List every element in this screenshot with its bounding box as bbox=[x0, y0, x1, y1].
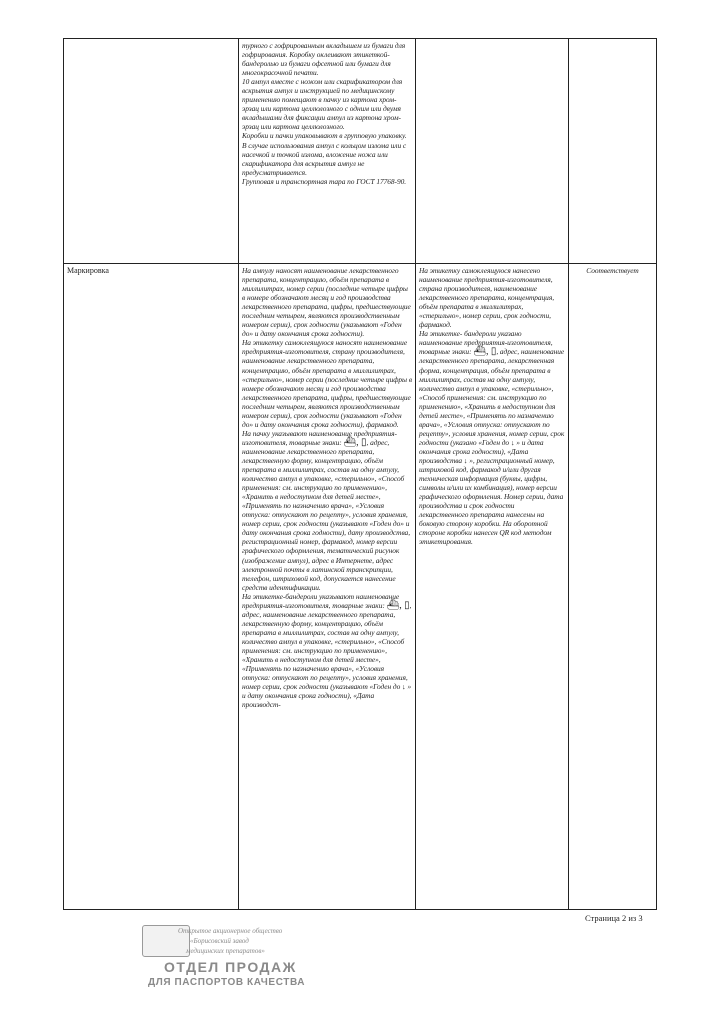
requirement-paragraph: На ампулу наносят наименование лекарственного препарата, концентрацию, объём препарата в миллилитрах, номер серии (последние четыре цифры в номере обозначают месяц и год производства лекарственного препарата, цифры, предшествующие последним четырем, являются производственным номером серии), срок годности (указывают «Годен до» и дату окончания срока годности). bbox=[242, 266, 411, 339]
actual-paragraph: На этикетку самоклеящуюся нанесено наименование предприятия-изготовителя, страна производителя, наименование лекарственного препарата, концентрация, объём препарата в миллилитрах, «стерильно», номер серии, срок годности, фармакод. bbox=[419, 266, 554, 330]
company-stamp bbox=[142, 925, 335, 993]
requirement-paragraph bbox=[242, 429, 412, 592]
table-row bbox=[64, 39, 657, 264]
cell-requirement-marking bbox=[239, 264, 416, 910]
cell-requirement bbox=[239, 39, 416, 264]
requirement-text: , адрес, наименование лекарственного препарата, лекарственную форму, концентрацию, объём препарата в миллилитрах, состав на одну ампулу, количество ампул в упаковке, «стерильно», «Способ применения: см. инструкцию по применению», «Хранить в недоступном для детей месте», «Применять по назначению врача», «Условия отпуска: отпускают по рецепту», условия хранения, номер серии, срок годности (указывают «Годен до» и дату окончания срока годности), дату производства, регистрационный номер, фармакод, номер версии графического оформления, тематический рисунок (изображение ампул), адрес в Интернете, адрес электронной почты в латинской транскрипции, телефон, штриховой код, допускается нанесение средств идентификации. bbox=[242, 437, 410, 592]
stamp-line: «Борисовский завод bbox=[190, 937, 249, 945]
requirement-paragraph: турного с гофрированным вкладышем из бумаги для гофрирования. Коробку оклеивают этикеткой-бандеролью из бумаги офсетной или бумаги для многокрасочной печати. bbox=[242, 41, 406, 78]
requirement-paragraph: В случае использования ампул с кольцом излома или с насечкой и точкой излома, вложение ножа или скарификатора для вскрытия ампул не предусматривается. bbox=[242, 140, 407, 177]
stamp-subtitle: ДЛЯ ПАСПОРТОВ КАЧЕСТВА bbox=[148, 977, 306, 988]
cell-conformity bbox=[569, 39, 657, 264]
requirement-paragraph: 10 ампул вместе с ножом или скарификатором для вскрытия ампул и инструкцией по медицинскому применению помещают в пачку из картона хром-эрзац или картона целлюлозного с одним или двумя вкладышами для фиксации ампул из картона хром-эрзац или картона целлюлозного. bbox=[242, 77, 403, 132]
requirement-paragraph bbox=[242, 592, 412, 710]
table-row bbox=[64, 264, 657, 910]
requirement-paragraph: Групповая и транспортная тара по ГОСТ 17768-90. bbox=[242, 176, 407, 186]
requirement-paragraph: Коробки и пачки упаковывают в групповую упаковку. bbox=[242, 131, 407, 141]
requirement-text: , адрес, наименование лекарственного препарата, лекарственную форму, концентрацию, объём препарата в миллилитрах, состав на одну ампулу, количество ампул в упаковке, «стерильно», «Способ применения: см. инструкцию по применению», «Хранить в недоступном для детей месте», «Применять по назначению врача», «Условия отпуска: отпускают по рецепту», условия хранения, номер серии, срок годности (указывают «Годен до ↓ » и дату окончания срока годности), «Дата производст- bbox=[242, 600, 412, 710]
stamp-line: Открытое акционерное общество bbox=[178, 927, 283, 935]
trademark-icon: ⛴, ▯ bbox=[386, 599, 410, 611]
requirement-paragraph: На этикетку самоклеящуюся наносят наименование предприятия-изготовителя, страну производителя, наименование лекарственного препарата, концентрацию, объём препарата в миллилитрах, «стерильно», номер серии (последние четыре цифры в номере обозначают месяц и год производства лекарственного препарата, цифры, предшествующие последним четырем, являются производственным номером серии), срок годности (указывают «Годен до» и дату окончания срока годности), фармакод. bbox=[242, 338, 412, 429]
actual-text: На этикетке- бандероли указано наименование предприятия-изготовителя, товарные знаки: bbox=[419, 329, 553, 357]
trademark-icon: ⛴, ▯ bbox=[473, 346, 497, 358]
cell-actual-marking bbox=[416, 264, 569, 910]
actual-text: , адрес, наименование лекарственного препарата, лекарственная форма, концентрация, объём препарата в миллилитрах, состав на одну ампулу, количество ампул в упаковке, «стерильно», «Способ применения: см. инструкцию по применению», «Хранить в недоступном для детей месте», «Применять по назначению врача», «Условия отпуска: отпускают по рецепту», условия хранения, номер серии, срок годности (указано «Годен до ↓ » и дата окончания срока годности), «Дата производства ↓ », регистрационный номер, штриховой код, фармакод и/или другая техническая информация (буквы, цифры, символы и/или их комбинация), номер версии графического оформления. Номер серии, дата производства и срок годности лекарственного препарата нанесены на боковую сторону коробки. На оборотной стороне коробки нанесен QR код методом этикетирования. bbox=[419, 347, 565, 547]
stamp-title: ОТДЕЛ ПРОДАЖ bbox=[164, 959, 297, 975]
stamp-line: медицинских препаратов» bbox=[186, 947, 265, 955]
cell-label bbox=[64, 39, 239, 264]
requirement-text: На этикетке-бандероли указывают наименование предприятия-изготовителя, товарные знаки: bbox=[242, 591, 400, 610]
cell-conformity-marking: Соответствует bbox=[569, 264, 657, 910]
cell-label-marking: Маркировка bbox=[64, 264, 239, 910]
trademark-icon: ⛴, ▯ bbox=[343, 436, 367, 448]
cell-actual bbox=[416, 39, 569, 264]
page-number: Страница 2 из 3 bbox=[585, 913, 643, 923]
actual-paragraph bbox=[419, 329, 565, 546]
requirement-text: На пачку указывают наименование предприятия-изготовителя, товарные знаки: bbox=[242, 428, 397, 447]
specification-table bbox=[63, 38, 657, 910]
